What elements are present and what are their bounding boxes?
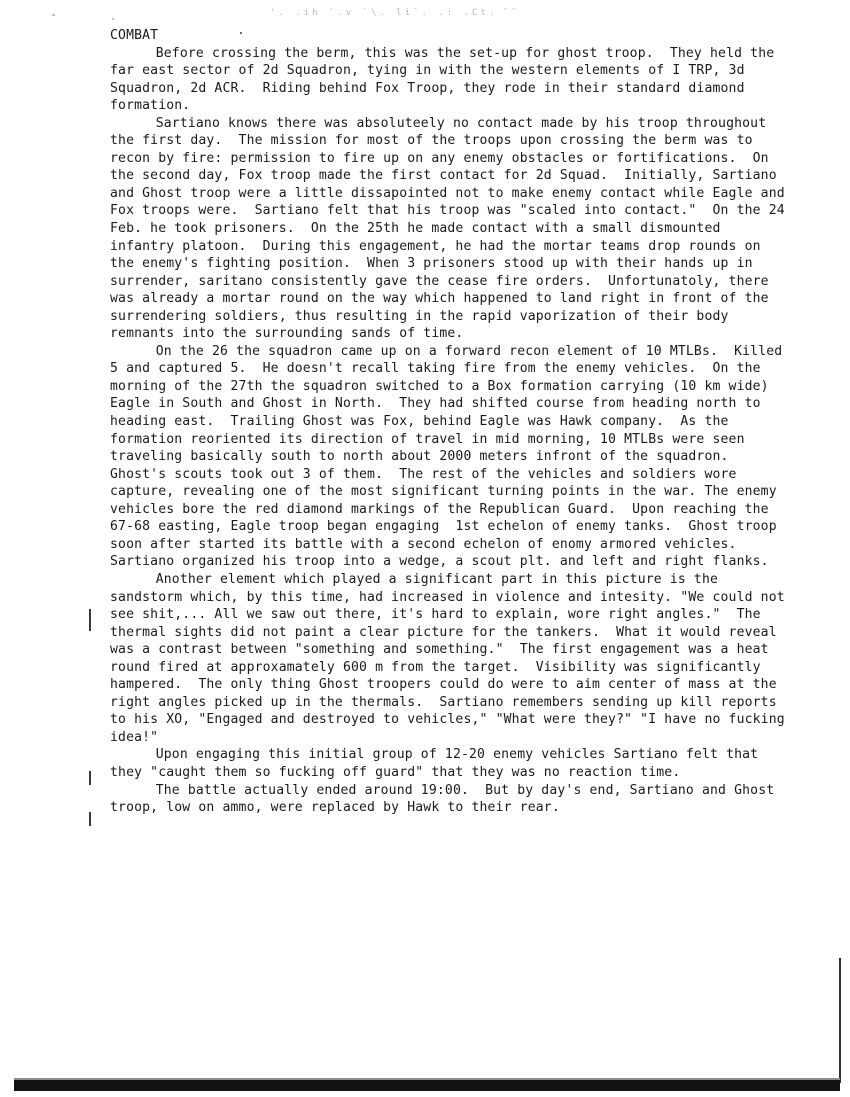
scan-bottom-band <box>14 1080 840 1091</box>
document-body-text <box>110 27 793 817</box>
scan-artifact-marks: '. .ih `.v `\. li`. .: .Ct. ̄ ̄ <box>270 8 515 18</box>
margin-change-bar <box>89 609 91 631</box>
body-paragraph: Upon engaging this initial group of 12-20 enemy vehicles Sartiano felt that they "caught them so fucking off guard" that they was no reaction time. <box>110 747 767 780</box>
margin-change-bar <box>89 812 91 826</box>
stray-speck <box>52 14 55 16</box>
body-paragraph: Another element which played a significant part in this picture is the sandstorm which, by this time, had increased in violence and intesity. "We could not see shit,... All we saw out there, it's hard to explain, wore right angles." The thermal sights did not paint a clear picture for the tankers. What it would reveal was a contrast between "something and something." The first engagement was a heat round fired at approxamately 600 m from the target. Visibility was significantly hampered. The only thing Ghost troopers could do were to aim center of mass at the right angles picked up in the thermals. Sartiano remembers sending up kill reports to his XO, "Engaged and destroyed to vehicles," "What were they?" "I have no fucking idea!" <box>110 571 793 745</box>
body-paragraph: The battle actually ended around 19:00. But by day's end, Sartiano and Ghost troop, low on ammo, were replaced by Hawk to their rear. <box>110 782 783 816</box>
body-paragraph: Sartiano knows there was absoluteely no contact made by his troop throughout the first day. The mission for most of the troops upon crossing the berm was to recon by fire: permission to fire up on any enemy obstacles or fortifications. On the second day, Fox troop made the first contact for 2d Squad. Initially, Sartiano and Ghost troop were a little dissapointed not to make enemy contact while Eagle and Fox troops were. Sartiano felt that his troop was "scaled into contact." On the 24 Feb. he took prisoners. On the 25th he made contact with a small dismounted infantry platoon. During this engagement, he had the mortar teams drop rounds on the enemy's fighting position. When 3 prisoners stood up with their hands up in surrender, saritano consistently gave the cease fire orders. Unfortunatoly, there was already a mortar round on the way which happened to land right in front of the surrendering soldiers, thus resulting in the rapid vaporization of their body remnants into the surrounding sands of time. <box>110 115 793 342</box>
body-paragraph: On the 26 the squadron came up on a forward recon element of 10 MTLBs. Killed 5 and captured 5. He doesn't recall taking fire from the enemy vehicles. On the morning of the 27th the squadron switched to a Box formation carrying (10 km wide) Eagle in South and Ghost in North. They had shifted course from heading north to heading east. Trailing Ghost was Fox, behind Eagle was Hawk company. As the formation reoriented its direction of travel in mid morning, 10 MTLBs were seen traveling basically south to north about 2000 meters infront of the squadron. Ghost's scouts took out 3 of them. The rest of the vehicles and soldiers wore capture, revealing one of the most significant turning points in the war. The enemy vehicles bore the red diamond markings of the Republican Guard. Upon reaching the 67-68 easting, Eagle troop began engaging 1st echelon of enemy tanks. Ghost troop soon after started its battle with a second echelon of enomy armored vehicles. Sartiano organized his troop into a wedge, a scout plt. and left and right flanks. <box>110 343 791 570</box>
page-edge-scan-line <box>839 958 841 1083</box>
heading-line-spacer <box>110 27 790 45</box>
stray-speck <box>112 18 114 20</box>
margin-change-bar <box>89 771 91 785</box>
section-heading: COMBAT <box>110 28 159 43</box>
body-paragraph: Before crossing the berm, this was the set-up for ghost troop. They held the far east sector of 2d Squadron, tying in with the western elements of I TRP, 3d Squadron, 2d ACR. Riding behind Fox Troop, they rode in their standard diamond formation. <box>110 45 783 114</box>
